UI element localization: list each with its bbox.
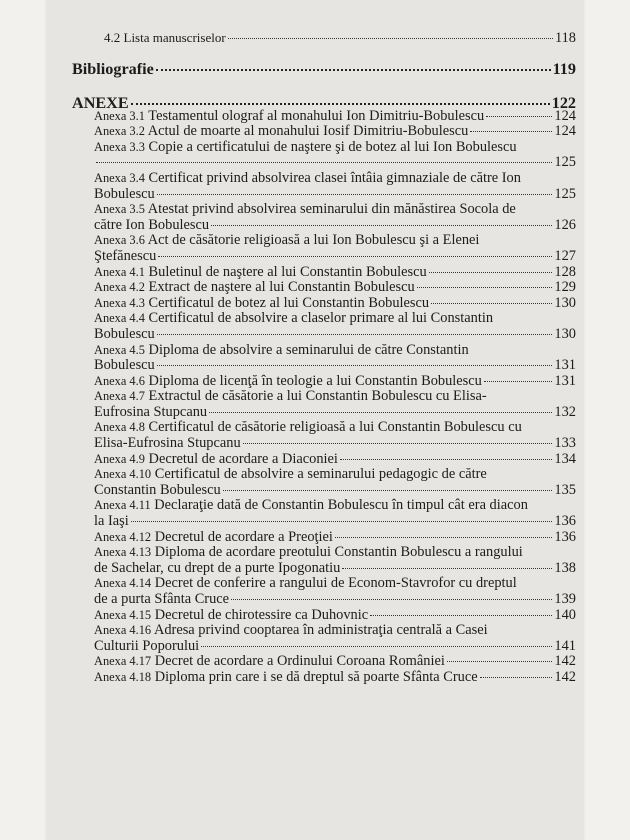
annex-number: Anexa 4.4 bbox=[94, 311, 145, 326]
toc-annex-line bbox=[72, 576, 576, 592]
annex-page-number: 125 bbox=[554, 185, 576, 202]
annex-page-number: 142 bbox=[554, 668, 576, 685]
toc-annex-line bbox=[72, 187, 576, 203]
annex-page-number: 131 bbox=[554, 372, 576, 389]
annex-number: Anexa 4.1 bbox=[94, 264, 145, 279]
toc-annex-line bbox=[72, 483, 576, 499]
leader-dots bbox=[201, 646, 552, 647]
leader-dots bbox=[470, 131, 552, 132]
annex-title: Adresa privind cooptarea în administraţia centrală a Casei bbox=[153, 622, 488, 639]
toc-annex-line bbox=[72, 561, 576, 577]
toc-annex-line bbox=[72, 327, 576, 343]
annex-page-number: 138 bbox=[554, 559, 576, 576]
annex-number: Anexa 4.14 bbox=[94, 576, 152, 591]
annex-title: Ştefănescu bbox=[94, 247, 157, 264]
annex-title: Bobulescu bbox=[94, 357, 155, 374]
annex-page-number: 132 bbox=[554, 403, 576, 420]
leader-dots bbox=[342, 568, 552, 569]
annex-title: Certificat privind absolvirea clasei întâia gimnaziale de către Ion bbox=[148, 169, 521, 186]
annex-page-number: 136 bbox=[554, 528, 576, 545]
annex-page-number: 135 bbox=[554, 481, 576, 498]
toc-annex-line bbox=[72, 608, 576, 624]
annex-number: Anexa 4.15 bbox=[94, 607, 152, 622]
leader-dots bbox=[429, 272, 553, 273]
leader-dots bbox=[340, 459, 552, 460]
annex-number: Anexa 4.18 bbox=[94, 669, 152, 684]
annex-title: Elisa-Eufrosina Stupcanu bbox=[94, 435, 241, 452]
leader-dots bbox=[158, 256, 552, 257]
leader-dots bbox=[231, 599, 552, 600]
toc-entry-manuscripts bbox=[72, 30, 576, 47]
annex-number: Anexa 4.8 bbox=[94, 420, 145, 435]
annex-title: Decret de acordare a Ordinului Coroana României bbox=[154, 653, 445, 670]
annex-page-number: 133 bbox=[554, 435, 576, 452]
toc-annex-line bbox=[72, 592, 576, 608]
annex-title: de Sachelar, cu drept de a purte Ipogonatiu bbox=[94, 559, 341, 576]
annex-title: Decretul de chirotessire ca Duhovnic bbox=[154, 606, 369, 623]
toc-annex-line bbox=[72, 202, 576, 218]
leader-dots bbox=[480, 677, 553, 678]
toc-annex-line bbox=[72, 140, 576, 156]
toc-entry-label: 4.2 Lista manuscriselor bbox=[104, 30, 226, 45]
toc-annex-line bbox=[72, 296, 576, 312]
annex-title: Atestat privind absolvirea seminarului din mănăstirea Socola de bbox=[147, 201, 516, 218]
annex-number: Anexa 4.2 bbox=[94, 280, 145, 295]
annex-title: Eufrosina Stupcanu bbox=[94, 403, 208, 420]
annex-page-number: 131 bbox=[554, 357, 576, 374]
toc-annex-line bbox=[72, 530, 576, 546]
toc-heading-label: Bibliografie bbox=[72, 59, 154, 78]
leader-dots bbox=[243, 443, 553, 444]
annex-title: Decretul de acordare a Diaconiei bbox=[148, 450, 338, 467]
annex-list bbox=[72, 109, 576, 686]
toc-annex-line bbox=[72, 654, 576, 670]
toc-annex-line bbox=[72, 311, 576, 327]
annex-title: Bobulescu bbox=[94, 325, 155, 342]
toc-annex-line bbox=[72, 670, 576, 686]
toc-annex-line bbox=[72, 155, 576, 171]
annex-title: Actul de moarte al monahului Iosif Dimitriu-Bobulescu bbox=[147, 123, 469, 140]
toc-annex-line bbox=[72, 545, 576, 561]
annex-number: Anexa 3.2 bbox=[94, 124, 145, 139]
annex-number: Anexa 3.4 bbox=[94, 170, 145, 185]
annex-title: Declaraţie dată de Constantin Bobulescu în timpul cât era diacon bbox=[154, 497, 528, 514]
toc-annex-line bbox=[72, 420, 576, 436]
annex-page-number: 129 bbox=[554, 279, 576, 296]
annex-page-number: 127 bbox=[554, 247, 576, 264]
annex-number: Anexa 4.3 bbox=[94, 295, 145, 310]
toc-entry-page: 118 bbox=[554, 30, 576, 46]
toc-annex-line bbox=[72, 124, 576, 140]
annex-title: la Iaşi bbox=[94, 513, 129, 530]
annex-page-number: 128 bbox=[554, 263, 576, 280]
annex-number: Anexa 4.10 bbox=[94, 467, 152, 482]
toc-annex-line bbox=[72, 233, 576, 249]
annex-title: Diploma de licenţă în teologie a lui Constantin Bobulescu bbox=[148, 372, 482, 389]
annex-number: Anexa 4.6 bbox=[94, 373, 145, 388]
leader-dots bbox=[209, 412, 552, 413]
toc-annex-line bbox=[72, 265, 576, 281]
annex-page-number: 124 bbox=[554, 107, 576, 124]
annex-title: Testamentul olograf al monahului Ion Dimitriu-Bobulescu bbox=[148, 107, 485, 124]
annex-page-number: 140 bbox=[554, 606, 576, 623]
annex-number: Anexa 4.11 bbox=[94, 498, 151, 513]
annex-title: Constantin Bobulescu bbox=[94, 481, 221, 498]
annex-number: Anexa 4.7 bbox=[94, 389, 145, 404]
annex-title: Decretul de acordare a Preoţiei bbox=[154, 528, 333, 545]
annex-title: către Ion Bobulescu bbox=[94, 216, 210, 233]
annex-title: Act de căsătorie religioasă a lui Ion Bobulescu şi a Elenei bbox=[147, 232, 480, 249]
leader-dots bbox=[131, 521, 553, 522]
leader-dots bbox=[370, 615, 552, 616]
annex-title: Culturii Poporului bbox=[94, 637, 200, 654]
annex-title: Extractul de căsătorie a lui Constantin Bobulescu cu Elisa- bbox=[148, 388, 487, 405]
toc-annex-line bbox=[72, 623, 576, 639]
leader-dots bbox=[486, 116, 552, 117]
annex-page-number: 124 bbox=[554, 123, 576, 140]
annex-number: Anexa 4.16 bbox=[94, 623, 152, 638]
annex-title: Certificatul de căsătorie religioasă a lui Constantin Bobulescu cu bbox=[148, 419, 522, 436]
annex-number: Anexa 4.9 bbox=[94, 451, 145, 466]
toc-annex-line bbox=[72, 249, 576, 265]
toc-heading-bibliography bbox=[72, 59, 576, 79]
annex-title: Buletinul de naştere al lui Constantin Bobulescu bbox=[148, 263, 427, 280]
annex-page-number: 141 bbox=[554, 637, 576, 654]
annex-page-number: 130 bbox=[554, 294, 576, 311]
toc-annex-line bbox=[72, 171, 576, 187]
annex-title: Certificatul de absolvire a seminarului pedagogic de către bbox=[154, 466, 487, 483]
annex-title: Diploma prin care i se dă dreptul să poarte Sfânta Cruce bbox=[154, 668, 478, 685]
annex-title: Bobulescu bbox=[94, 185, 155, 202]
annex-page-number: 139 bbox=[554, 591, 576, 607]
toc-annex-line bbox=[72, 218, 576, 234]
annex-page-number: 130 bbox=[554, 325, 576, 342]
toc-annex-line bbox=[72, 405, 576, 421]
annex-number: Anexa 4.12 bbox=[94, 529, 152, 544]
toc-annex-line bbox=[72, 280, 576, 296]
leader-dots bbox=[156, 69, 551, 71]
annex-page-number: 134 bbox=[554, 450, 576, 467]
toc-annex-line bbox=[72, 639, 576, 655]
annex-title: Certificatul de absolvire a claselor primare al lui Constantin bbox=[148, 310, 494, 327]
leader-dots bbox=[211, 225, 552, 226]
leader-dots bbox=[484, 381, 553, 382]
annex-number: Anexa 3.6 bbox=[94, 233, 145, 248]
annex-title: Copie a certificatului de naştere şi de botez al lui Ion Bobulescu bbox=[148, 138, 517, 155]
leader-dots bbox=[228, 38, 553, 39]
toc-annex-line bbox=[72, 374, 576, 390]
toc-heading-label: ANEXE bbox=[72, 93, 129, 112]
toc-annex-line bbox=[72, 389, 576, 405]
annex-number: Anexa 3.1 bbox=[94, 108, 145, 123]
leader-dots bbox=[157, 365, 553, 366]
annex-number: Anexa 4.13 bbox=[94, 545, 152, 560]
toc-annex-line bbox=[72, 514, 576, 530]
leader-dots bbox=[431, 303, 552, 304]
annex-title: Decret de conferire a rangului de Econom-Stavrofor cu dreptul bbox=[154, 575, 517, 592]
toc-annex-line bbox=[72, 343, 576, 359]
table-of-contents bbox=[72, 30, 576, 686]
toc-annex-line bbox=[72, 109, 576, 125]
toc-annex-line bbox=[72, 467, 576, 483]
leader-dots bbox=[417, 287, 553, 288]
leader-dots bbox=[157, 194, 553, 195]
toc-heading-page: 119 bbox=[552, 59, 576, 78]
toc-heading-page: 122 bbox=[551, 93, 576, 112]
annex-number: Anexa 3.3 bbox=[94, 139, 145, 154]
annex-title: de a purta Sfânta Cruce bbox=[94, 591, 230, 607]
toc-annex-line bbox=[72, 452, 576, 468]
annex-number: Anexa 4.5 bbox=[94, 342, 145, 357]
annex-number: Anexa 3.5 bbox=[94, 202, 145, 217]
leader-dots bbox=[223, 490, 553, 491]
annex-page-number: 136 bbox=[554, 513, 576, 530]
annex-title: Extract de naştere al lui Constantin Bobulescu bbox=[148, 279, 415, 296]
leader-dots bbox=[447, 661, 553, 662]
annex-title: Diploma de absolvire a seminarului de către Constantin bbox=[148, 341, 469, 358]
annex-page-number: 126 bbox=[554, 216, 576, 233]
annex-number: Anexa 4.17 bbox=[94, 654, 152, 669]
annex-title: Diploma de acordare preotului Constantin Bobulescu a rangului bbox=[154, 544, 523, 561]
toc-annex-line bbox=[72, 358, 576, 374]
toc-annex-line bbox=[72, 498, 576, 514]
leader-dots bbox=[335, 537, 552, 538]
leader-dots bbox=[157, 334, 553, 335]
annex-page-number: 142 bbox=[554, 653, 576, 670]
leader-dots bbox=[131, 103, 550, 105]
book-page bbox=[46, 0, 584, 840]
leader-dots bbox=[96, 162, 552, 163]
annex-page-number: 125 bbox=[554, 154, 576, 171]
annex-title: Certificatul de botez al lui Constantin Bobulescu bbox=[148, 294, 430, 311]
toc-annex-line bbox=[72, 436, 576, 452]
